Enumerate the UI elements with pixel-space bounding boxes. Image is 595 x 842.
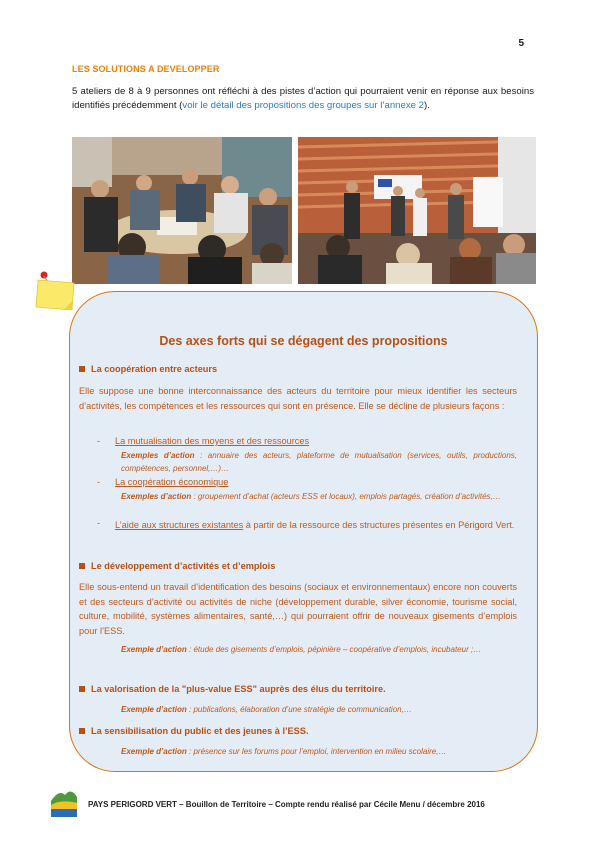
page-number: 5 [518,38,524,49]
item-aide-structures-label: L’aide aux structures existantes [115,520,244,530]
square-bullet-icon [79,686,85,692]
example-valorisation: Exemple d’action : publications, élaboration d’une stratégie de communication,… [121,705,412,714]
item-aide-structures-rest: à partir de la ressource des structures présentes en Périgord Vert. [243,520,515,530]
square-bullet-icon [79,366,85,372]
workshop-photo-right [298,137,536,284]
heading-sensibilisation [79,726,309,736]
item-mutualisation-label: La mutualisation des moyens et des ressources [115,436,310,446]
pays-perigord-vert-logo [49,779,79,819]
square-bullet-icon [79,728,85,734]
item-mutualisation: - La mutualisation des moyens et des ressources [97,436,310,446]
item-cooperation-economique-label: La coopération économique [115,477,229,487]
example-developpement: Exemple d’action : étude des gisements d’emplois, pépinière – coopérative d’emplois, incubateur ;… [121,645,482,654]
para-developpement: Elle sous-entend un travail d’identification des besoins (sociaux et environnementaux) encore non couverts et des secteurs d’activité ou activités de niche (développement durable, silver économie, tourisme social, culture, mobilité, systèmes alimentaires, santé,…) qui pourraient offrir de nouveaux gisements d’emplois pour l’ESS. [79,582,517,636]
workshop-photo-left [72,137,292,284]
intro-end: ). [423,100,430,111]
example-mutualisation: Exemples d’action : annuaire des acteurs, plateforme de mutualisation (services, outils, productions, compétences, personnel,…)… [121,451,517,474]
heading-valorisation [79,684,386,694]
heading-developpement-text: Le développement d’activités et d’emplois [91,561,276,571]
section-title: LES SOLUTIONS A DEVELOPPER [72,64,220,74]
example-cooperation-economique: Exemples d’action : groupement d’achat (acteurs ESS et locaux), emplois partagés, création d’activités,… [121,492,501,501]
heading-developpement [79,561,275,571]
item-aide-structures: - L’aide aux structures existantes à partir de la ressource des structures présentes en Périgord Vert. [97,518,515,530]
para-cooperation: Elle suppose une bonne interconnaissance des acteurs du territoire pour mieux identifier les secteurs d’activités, les compétences et les ressources qui sont en présence. Elle se décline de plusieurs façons : [79,386,517,411]
footer-text: PAYS PERIGORD VERT – Bouillon de Territoire – Compte rendu réalisé par Cécile Menu / décembre 2016 [88,800,485,809]
heading-valorisation-text: La valorisation de la "plus-value ESS" auprès des élus du territoire. [91,684,386,694]
annex-link[interactable]: voir le détail des propositions des groupes sur l’annexe 2 [182,100,424,111]
box-title: Des axes forts qui se dégagent des propositions [159,334,448,348]
example-sensibilisation: Exemple d’action : présence sur les forums pour l’emploi, intervention en milieu scolaire,… [121,747,447,756]
intro-text: 5 ateliers de 8 à 9 personnes ont réfléchi à des pistes d’action qui pourraient venir en réponse aux besoins identifiés précédemment ( [72,86,534,111]
heading-cooperation [79,364,217,374]
heading-cooperation-text: La coopération entre acteurs [91,364,218,374]
square-bullet-icon [79,563,85,569]
heading-sensibilisation-text: La sensibilisation du public et des jeunes à l’ESS. [91,726,309,736]
sticky-note-icon [32,270,78,314]
intro-paragraph [72,85,534,113]
item-cooperation-economique: - La coopération économique [97,477,229,487]
